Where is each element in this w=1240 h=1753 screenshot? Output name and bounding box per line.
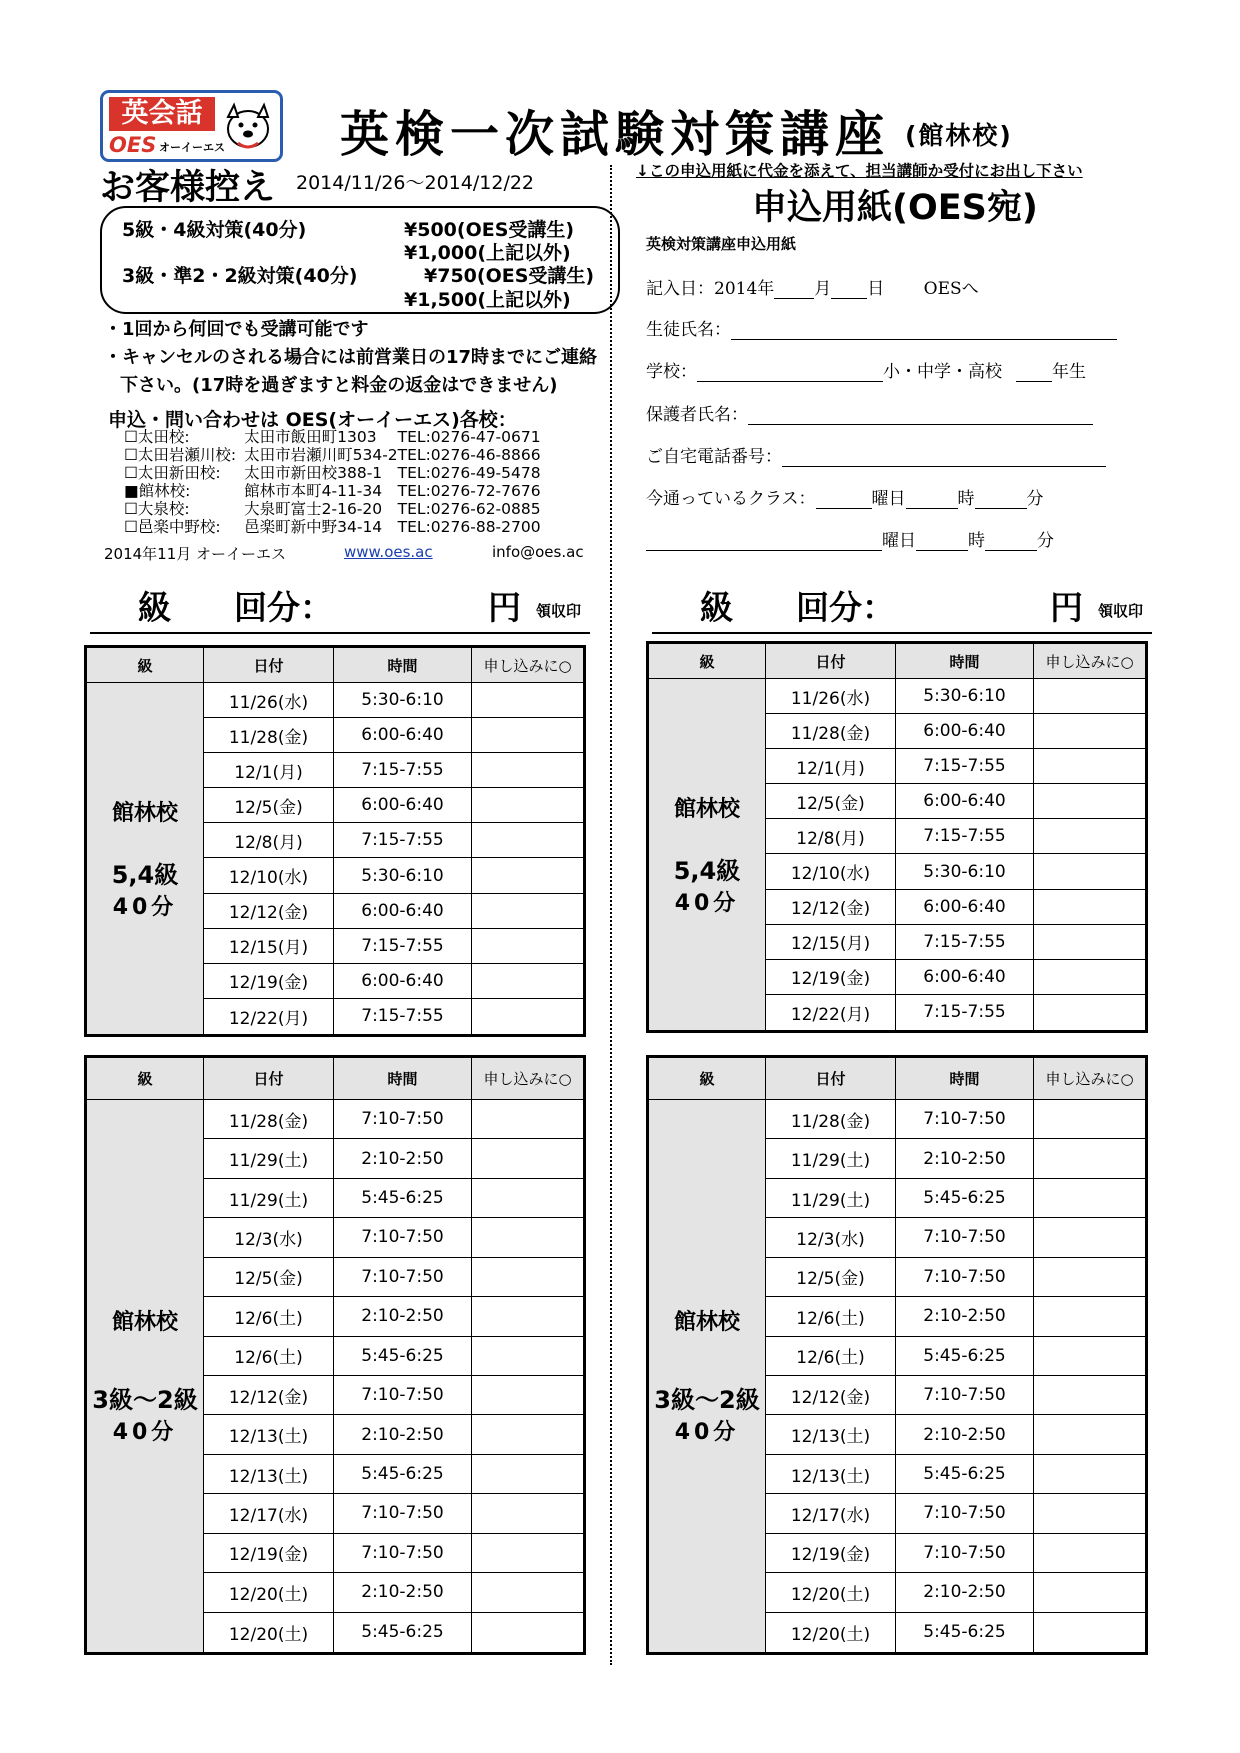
entry-date-row <box>646 274 979 299</box>
school-label: 学校： <box>646 362 697 382</box>
class-grade: 5,4級 <box>111 860 179 889</box>
class-grade: 5,4級 <box>673 856 741 885</box>
apply-checkbox-cell[interactable] <box>472 1415 583 1454</box>
session-time: 7:15-7:55 <box>334 753 472 788</box>
schedule-table-5-4-copy <box>84 645 586 1037</box>
apply-checkbox-cell[interactable] <box>472 1455 583 1494</box>
apply-checkbox-cell[interactable] <box>472 1139 583 1178</box>
class-duration: 40分 <box>674 1420 740 1446</box>
apply-checkbox-cell[interactable] <box>1034 890 1145 925</box>
class-label: 今通っているクラス： <box>646 489 816 509</box>
session-date: 11/29(土) <box>766 1179 896 1218</box>
session-time: 5:30-6:10 <box>896 854 1034 889</box>
session-time: 7:10-7:50 <box>896 1534 1034 1573</box>
receipt-heading-left <box>90 582 590 634</box>
class-row-2 <box>646 526 1054 551</box>
session-time: 7:15-7:55 <box>334 929 472 964</box>
header-apply: 申し込みに○ <box>472 1058 583 1100</box>
session-time: 7:10-7:50 <box>896 1494 1034 1533</box>
class-info-cell <box>87 1100 204 1652</box>
apply-checkbox-cell[interactable] <box>472 683 583 718</box>
session-time: 6:00-6:40 <box>896 960 1034 995</box>
apply-checkbox-cell[interactable] <box>472 753 583 788</box>
school-year-field[interactable] <box>1016 365 1052 382</box>
schedule-table-5-4-form <box>646 641 1148 1033</box>
session-date: 12/5(金) <box>766 784 896 819</box>
apply-checkbox-cell[interactable] <box>1034 1534 1145 1573</box>
session-date: 12/13(土) <box>766 1455 896 1494</box>
apply-checkbox-cell[interactable] <box>1034 1573 1145 1612</box>
apply-checkbox-cell[interactable] <box>472 929 583 964</box>
apply-checkbox-cell[interactable] <box>472 1100 583 1139</box>
session-date: 12/8(月) <box>204 823 334 858</box>
apply-checkbox-cell[interactable] <box>1034 1376 1145 1415</box>
session-date: 12/3(水) <box>204 1218 334 1257</box>
session-date: 12/19(金) <box>204 964 334 999</box>
branch-name: ☐太田岩瀬川校: <box>124 446 237 464</box>
price-label-3-2: 3級・準2・2級対策(40分) <box>122 265 358 287</box>
session-date: 12/20(土) <box>766 1573 896 1612</box>
apply-checkbox-cell[interactable] <box>1034 1100 1145 1139</box>
session-time: 7:10-7:50 <box>334 1100 472 1139</box>
class-school: 館林校 <box>673 1310 740 1336</box>
session-date: 12/22(月) <box>766 995 896 1030</box>
class-duration: 40分 <box>674 890 740 916</box>
class-info-cell <box>649 1100 766 1652</box>
oes-logo <box>100 90 283 162</box>
branch-tel: TEL:0276-47-0671 <box>397 428 541 446</box>
class-info-cell <box>649 679 766 1030</box>
session-date: 12/20(土) <box>204 1573 334 1612</box>
session-time: 2:10-2:50 <box>896 1297 1034 1336</box>
header-grade: 級 <box>649 644 766 679</box>
header-grade: 級 <box>87 648 204 683</box>
session-date: 12/5(金) <box>766 1258 896 1297</box>
month-label: 月 <box>814 279 832 299</box>
session-time: 6:00-6:40 <box>896 714 1034 749</box>
apply-checkbox-cell[interactable] <box>1034 1139 1145 1178</box>
receipt-stamp-label: 領収印 <box>1098 602 1144 620</box>
session-time: 5:45-6:25 <box>896 1337 1034 1376</box>
price-member-5-4: ¥500(OES受講生) <box>404 219 575 241</box>
session-date: 12/12(金) <box>204 894 334 929</box>
page-title-branch: (館林校) <box>905 121 1013 150</box>
apply-checkbox-cell[interactable] <box>472 1337 583 1376</box>
session-time: 5:45-6:25 <box>334 1455 472 1494</box>
dog-mascot-icon <box>218 99 276 155</box>
session-date: 11/28(金) <box>204 718 334 753</box>
price-nonmember-5-4: ¥1,000(上記以外) <box>404 242 571 264</box>
price-member-3-2: ¥750(OES受講生) <box>424 265 595 287</box>
to-oes-label: OESへ <box>923 279 979 299</box>
class1-hour-label: 時 <box>957 489 975 509</box>
branch-row <box>124 464 549 482</box>
apply-checkbox-cell[interactable] <box>472 1494 583 1533</box>
session-date: 12/6(土) <box>204 1337 334 1376</box>
apply-checkbox-cell[interactable] <box>472 1573 583 1612</box>
schedule-table-3-2-copy <box>84 1055 586 1655</box>
session-date: 11/26(水) <box>204 683 334 718</box>
logo-kana-text: オーイーエス <box>159 141 225 154</box>
header-apply: 申し込みに○ <box>1034 1058 1145 1100</box>
school-year-label: 年生 <box>1052 362 1086 382</box>
branch-address: 太田市岩瀬川町534-2 <box>244 446 398 464</box>
session-date: 11/28(金) <box>766 1100 896 1139</box>
session-date: 12/6(土) <box>766 1337 896 1376</box>
session-date: 12/12(金) <box>766 1376 896 1415</box>
form-title: 申込用紙(OES宛) <box>752 188 1038 228</box>
customer-copy-label: お客様控え <box>100 168 276 208</box>
apply-checkbox-cell[interactable] <box>472 1218 583 1257</box>
session-date: 12/19(金) <box>766 1534 896 1573</box>
branch-row <box>124 500 549 518</box>
session-time: 7:15-7:55 <box>896 749 1034 784</box>
class2-hour-label: 時 <box>968 531 985 551</box>
session-time: 7:10-7:50 <box>334 1494 472 1533</box>
class1-minute-label: 分 <box>1026 489 1044 509</box>
session-time: 6:00-6:40 <box>896 784 1034 819</box>
receipt-kai: 回分： <box>796 588 895 627</box>
session-date: 12/6(土) <box>204 1297 334 1336</box>
branch-name: ☐太田校: <box>124 428 190 446</box>
header-date: 日付 <box>204 1058 334 1100</box>
session-time: 2:10-2:50 <box>334 1573 472 1612</box>
receipt-heading-right <box>652 582 1152 634</box>
apply-checkbox-cell[interactable] <box>472 788 583 823</box>
logo-eikaiwa-text: 英会話 <box>109 97 215 131</box>
header-date: 日付 <box>766 644 896 679</box>
session-date: 12/15(月) <box>204 929 334 964</box>
receipt-kyu: 級 <box>700 588 733 627</box>
session-time: 6:00-6:40 <box>334 718 472 753</box>
session-time: 7:10-7:50 <box>896 1100 1034 1139</box>
session-date: 11/29(土) <box>204 1139 334 1178</box>
receipt-yen: 円 <box>1050 588 1083 627</box>
apply-checkbox-cell[interactable] <box>472 1534 583 1573</box>
branch-row <box>124 428 549 446</box>
session-time: 6:00-6:40 <box>334 788 472 823</box>
apply-checkbox-cell[interactable] <box>1034 995 1145 1030</box>
class2-hour-field[interactable] <box>916 534 968 551</box>
session-time: 5:45-6:25 <box>334 1613 472 1652</box>
student-name-row <box>646 315 1117 340</box>
session-date: 11/26(水) <box>766 679 896 714</box>
session-time: 5:45-6:25 <box>896 1179 1034 1218</box>
class1-minute-field[interactable] <box>975 492 1027 509</box>
receipt-yen: 円 <box>488 588 521 627</box>
session-time: 7:15-7:55 <box>334 823 472 858</box>
day-label: 日 <box>867 279 885 299</box>
class-duration: 40分 <box>112 894 178 920</box>
receipt-kai: 回分： <box>234 588 333 627</box>
session-date: 12/19(金) <box>766 960 896 995</box>
school-row <box>646 357 1086 382</box>
apply-checkbox-cell[interactable] <box>1034 1179 1145 1218</box>
class-school: 館林校 <box>673 796 740 822</box>
class2-weekday-field[interactable] <box>646 534 882 551</box>
session-time: 7:10-7:50 <box>334 1376 472 1415</box>
session-time: 5:45-6:25 <box>334 1337 472 1376</box>
class-school: 館林校 <box>111 800 178 826</box>
session-date: 12/5(金) <box>204 788 334 823</box>
branch-tel: TEL:0276-46-8866 <box>397 446 541 464</box>
branch-tel: TEL:0276-88-2700 <box>397 518 541 536</box>
session-time: 7:15-7:55 <box>334 999 472 1034</box>
apply-checkbox-cell[interactable] <box>1034 819 1145 854</box>
school-types-label: 小・中学・高校 <box>883 362 1002 382</box>
session-time: 7:10-7:50 <box>334 1218 472 1257</box>
receipt-stamp-label: 領収印 <box>536 602 582 620</box>
session-date: 12/20(土) <box>204 1613 334 1652</box>
session-time: 7:15-7:55 <box>896 995 1034 1030</box>
apply-checkbox-cell[interactable] <box>1034 925 1145 960</box>
apply-checkbox-cell[interactable] <box>1034 1337 1145 1376</box>
apply-checkbox-cell[interactable] <box>472 999 583 1034</box>
session-date: 12/8(月) <box>766 819 896 854</box>
apply-checkbox-cell[interactable] <box>1034 1455 1145 1494</box>
entry-date-label: 記入日：2014年 <box>646 279 775 299</box>
receipt-kyu: 級 <box>138 588 171 627</box>
class-school: 館林校 <box>111 1310 178 1336</box>
note-cancel: ・キャンセルのされる場合には前営業日の17時までにご連絡 <box>104 347 598 368</box>
session-time: 7:15-7:55 <box>896 819 1034 854</box>
session-time: 2:10-2:50 <box>896 1415 1034 1454</box>
class2-weekday-label: 曜日 <box>882 531 916 551</box>
session-time: 5:30-6:10 <box>334 858 472 893</box>
session-time: 7:10-7:50 <box>334 1258 472 1297</box>
apply-checkbox-cell[interactable] <box>472 894 583 929</box>
branch-name: ■館林校: <box>124 482 191 500</box>
apply-checkbox-cell[interactable] <box>1034 960 1145 995</box>
class-grade: 3級〜2級 <box>92 1386 198 1415</box>
session-date: 12/5(金) <box>204 1258 334 1297</box>
apply-checkbox-cell[interactable] <box>472 1179 583 1218</box>
session-time: 5:45-6:25 <box>896 1613 1034 1652</box>
header-time: 時間 <box>334 1058 472 1100</box>
session-time: 7:10-7:50 <box>896 1258 1034 1297</box>
session-time: 7:10-7:50 <box>896 1376 1034 1415</box>
branch-list <box>124 428 549 536</box>
header-date: 日付 <box>766 1058 896 1100</box>
phone-label: ご自宅電話番号： <box>646 447 782 467</box>
student-name-field[interactable] <box>731 323 1117 340</box>
header-apply: 申し込みに○ <box>1034 644 1145 679</box>
session-date: 12/17(水) <box>766 1494 896 1533</box>
guardian-name-field[interactable] <box>748 408 1093 425</box>
apply-checkbox-cell[interactable] <box>1034 784 1145 819</box>
session-time: 5:30-6:10 <box>334 683 472 718</box>
class2-minute-label: 分 <box>1037 531 1054 551</box>
apply-checkbox-cell[interactable] <box>472 964 583 999</box>
session-time: 6:00-6:40 <box>896 890 1034 925</box>
session-time: 5:30-6:10 <box>896 679 1034 714</box>
branch-address: 館林市本町4-11-34 <box>244 482 383 500</box>
apply-checkbox-cell[interactable] <box>472 823 583 858</box>
session-time: 2:10-2:50 <box>334 1139 472 1178</box>
apply-checkbox-cell[interactable] <box>1034 1297 1145 1336</box>
apply-checkbox-cell[interactable] <box>1034 1218 1145 1257</box>
session-time: 5:45-6:25 <box>334 1179 472 1218</box>
guardian-label: 保護者氏名： <box>646 405 748 425</box>
session-date: 12/22(月) <box>204 999 334 1034</box>
day-field[interactable] <box>831 282 867 299</box>
session-time: 7:10-7:50 <box>896 1218 1034 1257</box>
guardian-row <box>646 400 1093 425</box>
apply-checkbox-cell[interactable] <box>472 1376 583 1415</box>
session-date: 11/29(土) <box>766 1139 896 1178</box>
session-date: 12/1(月) <box>204 753 334 788</box>
branch-tel: TEL:0276-62-0885 <box>397 500 541 518</box>
session-time: 5:45-6:25 <box>896 1455 1034 1494</box>
apply-checkbox-cell[interactable] <box>1034 1494 1145 1533</box>
session-date: 12/10(水) <box>204 858 334 893</box>
session-time: 6:00-6:40 <box>334 894 472 929</box>
session-date: 12/12(金) <box>204 1376 334 1415</box>
header-time: 時間 <box>334 648 472 683</box>
class2-minute-field[interactable] <box>985 534 1037 551</box>
class-grade: 3級〜2級 <box>654 1386 760 1415</box>
school-name-field[interactable] <box>697 365 883 382</box>
class-row-1 <box>646 484 1044 509</box>
footer <box>104 543 584 564</box>
class1-weekday-label: 曜日 <box>871 489 906 509</box>
session-date: 12/13(土) <box>204 1415 334 1454</box>
phone-row <box>646 442 1106 467</box>
apply-checkbox-cell[interactable] <box>1034 1415 1145 1454</box>
apply-checkbox-cell[interactable] <box>472 1297 583 1336</box>
email-address: info@oes.ac <box>492 543 584 561</box>
issued-date: 2014年11月 オーイーエス <box>104 545 287 563</box>
form-instruction: ↓この申込用紙に代金を添えて、担当講師か受付にお出し下さい <box>636 162 1083 180</box>
apply-checkbox-cell[interactable] <box>1034 1258 1145 1297</box>
branch-name: ☐邑楽中野校: <box>124 518 221 536</box>
session-date: 11/28(金) <box>766 714 896 749</box>
contact-heading: 申込・問い合わせは OES(オーイーエス)各校： <box>108 409 517 431</box>
apply-checkbox-cell[interactable] <box>472 1258 583 1297</box>
header-grade: 級 <box>649 1058 766 1100</box>
note-any-number: ・1回から何回でも受講可能です <box>104 319 369 340</box>
branch-row <box>124 518 549 536</box>
branch-row <box>124 482 549 500</box>
session-time: 7:15-7:55 <box>896 925 1034 960</box>
price-label-5-4: 5級・4級対策(40分) <box>122 219 307 241</box>
header-time: 時間 <box>896 1058 1034 1100</box>
branch-tel: TEL:0276-49-5478 <box>397 464 541 482</box>
session-time: 7:10-7:50 <box>334 1534 472 1573</box>
session-time: 2:10-2:50 <box>334 1297 472 1336</box>
apply-checkbox-cell[interactable] <box>1034 714 1145 749</box>
session-time: 2:10-2:50 <box>334 1415 472 1454</box>
session-time: 2:10-2:50 <box>896 1139 1034 1178</box>
branch-address: 大泉町富士2-16-20 <box>244 500 383 518</box>
session-time: 2:10-2:50 <box>896 1573 1034 1612</box>
price-nonmember-3-2: ¥1,500(上記以外) <box>404 289 571 311</box>
website-link[interactable]: www.oes.ac <box>344 543 433 561</box>
pricing-box <box>100 206 620 314</box>
phone-field[interactable] <box>782 450 1106 467</box>
apply-checkbox-cell[interactable] <box>1034 749 1145 784</box>
apply-checkbox-cell[interactable] <box>1034 679 1145 714</box>
apply-checkbox-cell[interactable] <box>1034 1613 1145 1652</box>
branch-address: 太田市飯田町1303 <box>244 428 377 446</box>
branch-address: 邑楽町新中野34-14 <box>244 518 383 536</box>
header-grade: 級 <box>87 1058 204 1100</box>
header-date: 日付 <box>204 648 334 683</box>
course-dates: 2014/11/26〜2014/12/22 <box>296 172 535 194</box>
session-date: 12/15(月) <box>766 925 896 960</box>
logo-oes-text: OES <box>109 133 157 157</box>
session-date: 11/28(金) <box>204 1100 334 1139</box>
session-date: 12/3(水) <box>766 1218 896 1257</box>
form-subtitle: 英検対策講座申込用紙 <box>646 235 797 253</box>
class1-weekday-field[interactable] <box>816 492 872 509</box>
schedule-table-3-2-form <box>646 1055 1148 1655</box>
apply-checkbox-cell[interactable] <box>1034 854 1145 889</box>
session-date: 12/20(土) <box>766 1613 896 1652</box>
apply-checkbox-cell[interactable] <box>472 858 583 893</box>
session-time: 6:00-6:40 <box>334 964 472 999</box>
session-date: 12/17(水) <box>204 1494 334 1533</box>
class-duration: 40分 <box>112 1420 178 1446</box>
branch-tel: TEL:0276-72-7676 <box>397 482 541 500</box>
branch-address: 太田市新田校388-1 <box>244 464 383 482</box>
month-field[interactable] <box>774 282 814 299</box>
session-date: 12/12(金) <box>766 890 896 925</box>
session-date: 12/6(土) <box>766 1297 896 1336</box>
branch-name: ☐太田新田校: <box>124 464 221 482</box>
header-time: 時間 <box>896 644 1034 679</box>
notes <box>104 316 597 400</box>
session-date: 12/13(土) <box>204 1455 334 1494</box>
session-date: 12/1(月) <box>766 749 896 784</box>
session-date: 12/19(金) <box>204 1534 334 1573</box>
cut-line <box>610 165 612 1665</box>
header-apply: 申し込みに○ <box>472 648 583 683</box>
apply-checkbox-cell[interactable] <box>472 718 583 753</box>
branch-name: ☐大泉校: <box>124 500 190 518</box>
session-date: 11/29(土) <box>204 1179 334 1218</box>
class1-hour-field[interactable] <box>906 492 958 509</box>
class-info-cell <box>87 683 204 1034</box>
student-name-label: 生徒氏名： <box>646 320 731 340</box>
session-date: 12/10(水) <box>766 854 896 889</box>
page-title: 英検一次試験対策講座 <box>340 106 891 163</box>
apply-checkbox-cell[interactable] <box>472 1613 583 1652</box>
note-cancel-cont: 下さい。(17時を過ぎますと料金の返金はできません) <box>120 375 558 396</box>
session-date: 12/13(土) <box>766 1415 896 1454</box>
branch-row <box>124 446 549 464</box>
